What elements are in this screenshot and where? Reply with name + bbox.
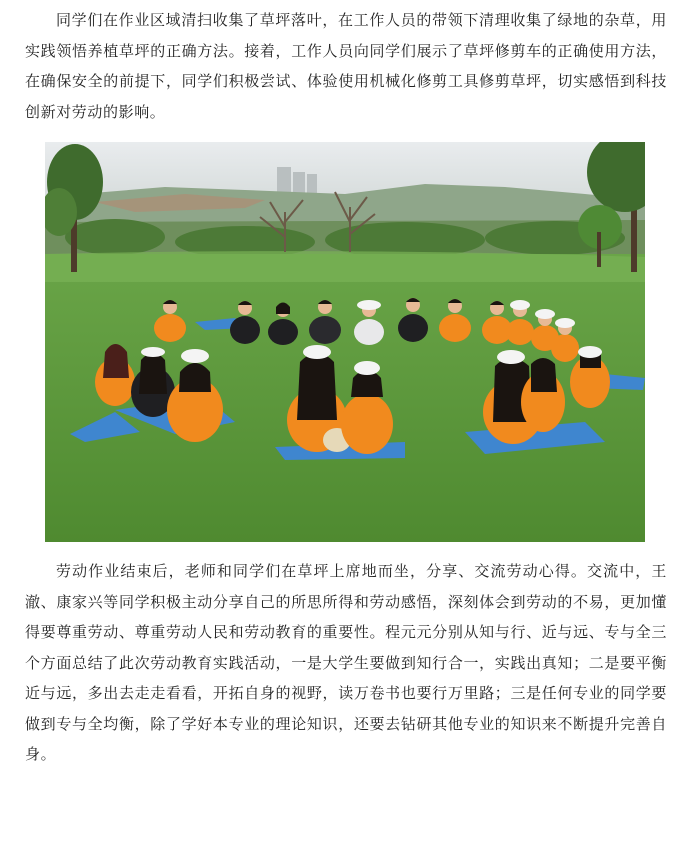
paragraph-reflection: 劳动作业结束后，老师和同学们在草坪上席地而坐，分享、交流劳动心得。交流中，王澈、康家兴等同学积极主动分享自己的所思所得和劳动感悟，深刻体会到劳动的不易，更加懂得要尊重劳动、尊重劳动人民和劳动教育的重要性。程元元分别从知与行、近与远、专与全三个方面总结了此次劳动教育实践活动，一是大学生要做到知行合一，实践出真知；二是要平衡近与远，多出去走走看看，开拓自身的视野，读万卷书也要行万里路；三是任何专业的同学要做到专与全均衡，除了学好本专业的理论知识，还要去钻研其他专业的知识来不断提升完善自身。 (25, 562, 667, 763)
paragraph-lawn-work: 同学们在作业区域清扫收集了草坪落叶，在工作人员的带领下清理收集了绿地的杂草，用实践领悟养植草坪的正确方法。接着，工作人员向同学们展示了草坪修剪车的正确使用方法，在确保安全的前提下，同学们积极尝试、体验使用机械化修剪工具修剪草坪，切实感悟到科技创新对劳动的影响。 (25, 11, 667, 121)
activity-photo (45, 142, 645, 542)
